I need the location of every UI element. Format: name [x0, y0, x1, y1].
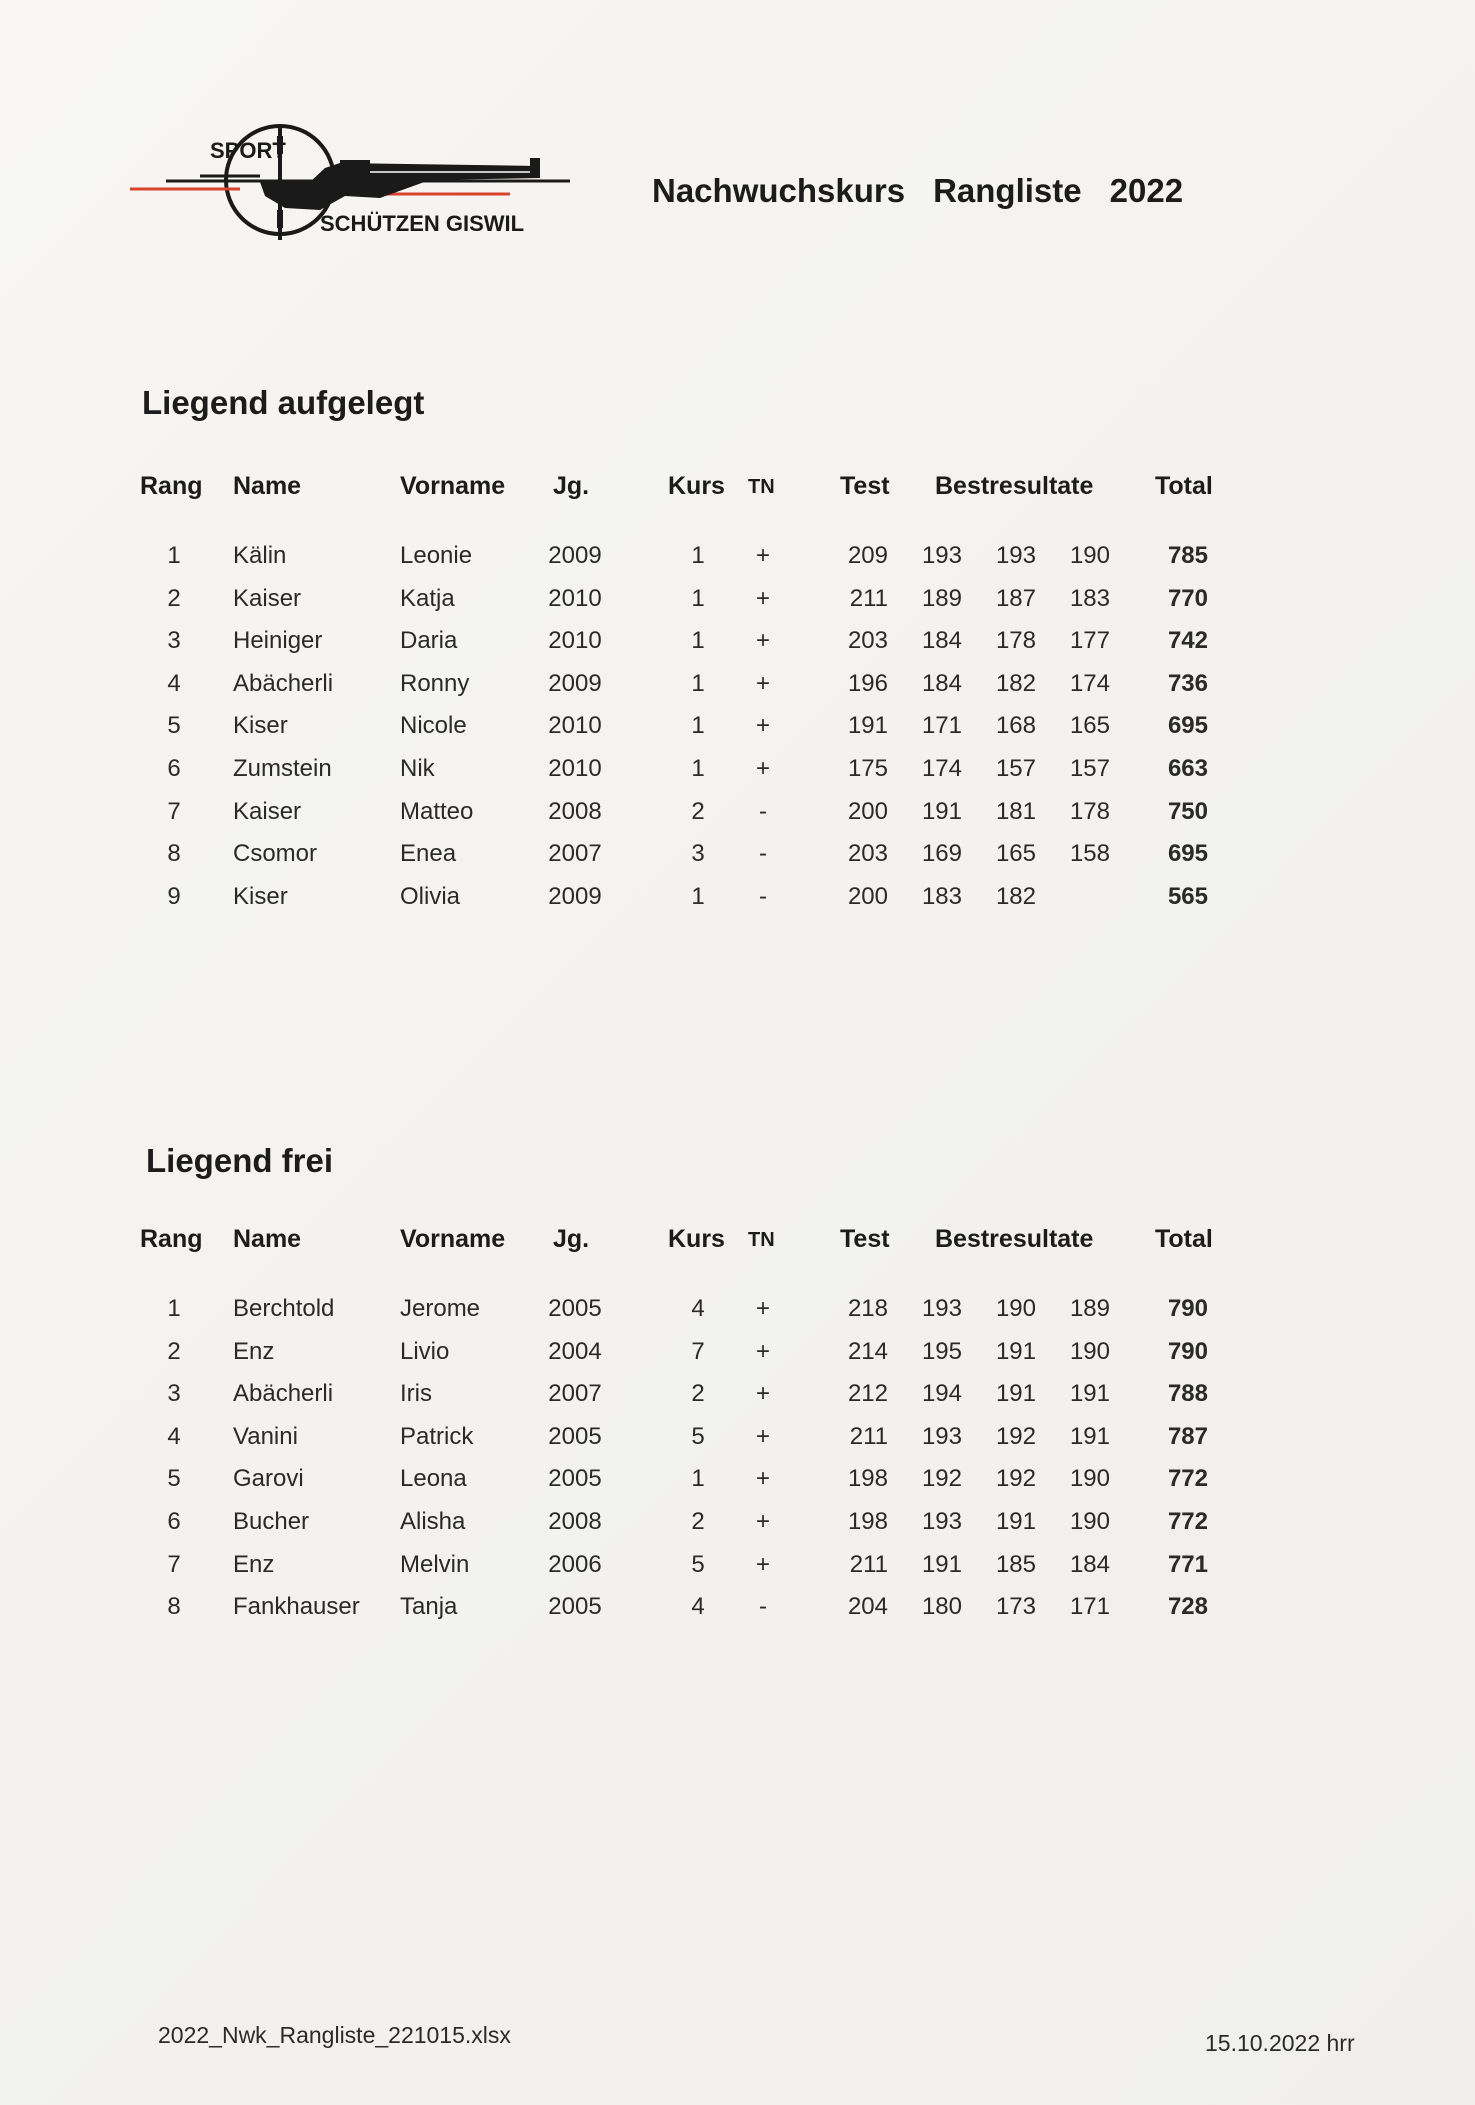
cell-rang: 4	[167, 1422, 181, 1450]
cell-tn: +	[755, 627, 770, 655]
cell-tn: +	[755, 542, 770, 569]
cell-vorname: Daria	[400, 627, 458, 655]
cell-jg: 2010	[548, 627, 602, 655]
cell-best-result: 184	[921, 627, 962, 655]
cell-jg: 2008	[548, 797, 602, 825]
cell-best-result: 193	[995, 542, 1036, 569]
cell-kurs: 2	[691, 797, 705, 825]
cell-vorname: Livio	[400, 1337, 450, 1365]
cell-best-result: 174	[1069, 669, 1110, 697]
cell-jg: 2005	[548, 1295, 602, 1322]
cell-tn: -	[759, 882, 767, 910]
column-header-kurs: Kurs	[668, 472, 725, 500]
cell-kurs: 5	[691, 1422, 705, 1450]
cell-name: Heiniger	[233, 627, 323, 655]
cell-best-result: 195	[921, 1337, 962, 1365]
cell-name: Kälin	[233, 542, 287, 569]
column-header-kurs: Kurs	[668, 1225, 725, 1253]
cell-total: 772	[1167, 1465, 1208, 1493]
cell-rang: 5	[167, 1465, 181, 1493]
cell-best-result: 178	[1069, 797, 1110, 825]
column-header-test: Test	[840, 472, 890, 500]
cell-jg: 2005	[548, 1465, 602, 1493]
cell-total: 728	[1167, 1593, 1208, 1621]
cell-kurs: 1	[691, 755, 705, 782]
column-header-test: Test	[840, 1225, 890, 1253]
cell-best-result: 193	[921, 1422, 962, 1450]
cell-name: Kaiser	[233, 797, 302, 825]
cell-jg: 2004	[548, 1337, 602, 1365]
cell-rang: 2	[167, 1337, 181, 1365]
cell-best-result: 171	[1069, 1593, 1110, 1621]
cell-jg: 2006	[548, 1550, 602, 1578]
footer-filename: 2022_Nwk_Rangliste_221015.xlsx	[158, 2022, 511, 2048]
cell-vorname: Olivia	[400, 882, 461, 910]
cell-total: 695	[1167, 712, 1208, 740]
section-title: Liegend frei	[146, 1142, 334, 1179]
column-header-vorname: Vorname	[400, 472, 506, 500]
cell-tn: +	[755, 1295, 770, 1322]
cell-rang: 3	[167, 627, 181, 655]
cell-name: Csomor	[233, 840, 318, 868]
cell-test: 196	[847, 669, 888, 697]
cell-rang: 6	[167, 1508, 181, 1535]
cell-vorname: Enea	[400, 840, 457, 868]
cell-total: 663	[1167, 755, 1208, 782]
cell-total: 770	[1167, 584, 1208, 612]
cell-vorname: Jerome	[400, 1295, 481, 1322]
cell-vorname: Leona	[400, 1465, 467, 1493]
cell-rang: 9	[167, 882, 181, 910]
cell-vorname: Iris	[400, 1380, 432, 1408]
cell-name: Vanini	[233, 1422, 298, 1450]
page-title	[652, 172, 1183, 210]
cell-best-result: 183	[921, 882, 962, 910]
cell-kurs: 2	[691, 1508, 705, 1535]
cell-vorname: Melvin	[400, 1550, 470, 1578]
cell-jg: 2010	[548, 755, 602, 782]
cell-vorname: Alisha	[400, 1508, 466, 1535]
cell-kurs: 1	[691, 1465, 705, 1493]
cell-best-result: 191	[1069, 1422, 1110, 1450]
cell-total: 742	[1167, 627, 1208, 655]
cell-name: Enz	[233, 1550, 275, 1578]
cell-jg: 2010	[548, 712, 602, 740]
cell-name: Zumstein	[233, 755, 332, 782]
column-header-total: Total	[1155, 1225, 1213, 1253]
footer-date: 15.10.2022 hrr	[1205, 2030, 1355, 2056]
cell-test: 212	[847, 1380, 888, 1408]
cell-vorname: Nicole	[400, 712, 467, 740]
column-header-bestresultate: Bestresultate	[935, 472, 1094, 500]
title-course: Nachwuchskurs	[652, 172, 906, 209]
cell-kurs: 2	[691, 1380, 705, 1408]
cell-best-result: 184	[1069, 1550, 1110, 1578]
cell-best-result: 178	[995, 627, 1036, 655]
cell-tn: +	[755, 584, 770, 612]
cell-name: Fankhauser	[233, 1593, 360, 1621]
cell-kurs: 1	[691, 882, 705, 910]
cell-jg: 2005	[548, 1422, 602, 1450]
cell-best-result: 157	[1069, 755, 1110, 782]
title-ranking: Rangliste	[933, 172, 1082, 209]
cell-name: Abächerli	[233, 669, 334, 697]
cell-best-result: 189	[1069, 1295, 1110, 1322]
cell-rang: 7	[167, 797, 181, 825]
cell-total: 787	[1167, 1422, 1208, 1450]
cell-name: Kaiser	[233, 584, 302, 612]
column-header-vorname: Vorname	[400, 1225, 506, 1253]
cell-jg: 2007	[548, 840, 602, 868]
cell-test: 175	[847, 755, 888, 782]
cell-test: 203	[847, 840, 888, 868]
cell-best-result: 193	[921, 1295, 962, 1322]
cell-vorname: Matteo	[400, 797, 474, 825]
cell-best-result: 190	[1069, 1508, 1110, 1535]
cell-best-result: 171	[921, 712, 962, 740]
cell-kurs: 1	[691, 712, 705, 740]
cell-jg: 2005	[548, 1593, 602, 1621]
cell-best-result: 191	[995, 1508, 1036, 1535]
cell-best-result: 190	[995, 1295, 1036, 1322]
cell-best-result: 182	[995, 669, 1036, 697]
cell-best-result: 181	[995, 797, 1036, 825]
cell-best-result: 194	[921, 1380, 962, 1408]
cell-kurs: 1	[691, 584, 705, 612]
cell-vorname: Katja	[400, 584, 455, 612]
cell-tn: +	[755, 1550, 770, 1578]
cell-tn: +	[755, 1422, 770, 1450]
cell-rang: 2	[167, 584, 181, 612]
cell-best-result: 177	[1069, 627, 1110, 655]
cell-tn: -	[759, 1593, 767, 1621]
cell-total: 790	[1167, 1337, 1208, 1365]
cell-vorname: Tanja	[400, 1593, 458, 1621]
cell-test: 191	[847, 712, 888, 740]
cell-name: Enz	[233, 1337, 275, 1365]
cell-best-result: 169	[921, 840, 962, 868]
column-header-name: Name	[233, 472, 302, 500]
cell-total: 785	[1167, 542, 1208, 569]
cell-test: 218	[847, 1295, 888, 1322]
cell-best-result: 193	[921, 1508, 962, 1535]
cell-test: 214	[847, 1337, 888, 1365]
cell-name: Bucher	[233, 1508, 310, 1535]
cell-test: 211	[849, 584, 888, 612]
cell-kurs: 3	[691, 840, 705, 868]
cell-best-result: 157	[995, 755, 1036, 782]
cell-best-result: 190	[1069, 542, 1110, 569]
cell-best-result: 191	[995, 1337, 1036, 1365]
cell-kurs: 1	[691, 669, 705, 697]
cell-name: Garovi	[233, 1465, 304, 1493]
cell-best-result: 184	[921, 669, 962, 697]
cell-kurs: 7	[691, 1337, 705, 1365]
cell-best-result: 190	[1069, 1465, 1110, 1493]
cell-best-result: 190	[1069, 1337, 1110, 1365]
cell-name: Berchtold	[233, 1295, 335, 1322]
cell-best-result: 185	[995, 1550, 1036, 1578]
cell-best-result: 189	[921, 584, 962, 612]
logo-top-text: SPORT	[210, 138, 286, 163]
cell-rang: 8	[167, 1593, 181, 1621]
cell-best-result: 192	[995, 1422, 1036, 1450]
cell-rang: 4	[167, 669, 181, 697]
cell-jg: 2009	[548, 542, 602, 569]
cell-best-result: 174	[921, 755, 962, 782]
column-header-tn: TN	[748, 1229, 775, 1251]
cell-jg: 2009	[548, 669, 602, 697]
cell-tn: +	[755, 669, 770, 697]
cell-kurs: 1	[691, 627, 705, 655]
cell-tn: -	[759, 797, 767, 825]
cell-vorname: Ronny	[400, 669, 470, 697]
cell-jg: 2009	[548, 882, 602, 910]
cell-test: 211	[849, 1550, 888, 1578]
cell-best-result: 191	[921, 1550, 962, 1578]
cell-best-result: 165	[995, 840, 1036, 868]
cell-jg: 2010	[548, 584, 602, 612]
club-logo	[130, 118, 570, 248]
logo-bottom-text: SCHÜTZEN GISWIL	[320, 211, 525, 236]
cell-kurs: 4	[691, 1295, 705, 1322]
cell-total: 695	[1167, 840, 1208, 868]
cell-tn: +	[755, 712, 770, 740]
cell-total: 736	[1167, 669, 1208, 697]
cell-best-result: 182	[995, 882, 1036, 910]
cell-test: 204	[847, 1593, 888, 1621]
cell-test: 200	[847, 797, 888, 825]
column-header-rang: Rang	[140, 1225, 203, 1253]
cell-total: 790	[1167, 1295, 1208, 1322]
cell-best-result: 191	[995, 1380, 1036, 1408]
cell-best-result: 191	[921, 797, 962, 825]
cell-best-result: 165	[1069, 712, 1110, 740]
cell-vorname: Patrick	[400, 1422, 474, 1450]
title-year: 2022	[1109, 172, 1184, 209]
cell-test: 198	[847, 1465, 888, 1493]
cell-tn: +	[755, 1380, 770, 1408]
cell-best-result: 168	[995, 712, 1036, 740]
cell-rang: 1	[167, 1295, 181, 1322]
cell-rang: 6	[167, 755, 181, 782]
cell-best-result: 187	[995, 584, 1036, 612]
cell-total: 788	[1167, 1380, 1208, 1408]
cell-name: Kiser	[233, 882, 288, 910]
cell-rang: 7	[167, 1550, 181, 1578]
column-header-jg: Jg.	[553, 472, 590, 500]
cell-tn: +	[755, 1337, 770, 1365]
cell-name: Abächerli	[233, 1380, 334, 1408]
cell-best-result: 158	[1069, 840, 1110, 868]
cell-tn: +	[755, 1508, 770, 1535]
cell-kurs: 5	[691, 1550, 705, 1578]
column-header-total: Total	[1155, 472, 1213, 500]
cell-rang: 1	[167, 542, 181, 569]
cell-total: 565	[1167, 882, 1208, 910]
cell-vorname: Nik	[400, 755, 435, 782]
cell-total: 772	[1167, 1508, 1208, 1535]
section-title: Liegend aufgelegt	[142, 384, 425, 421]
cell-kurs: 1	[691, 542, 705, 569]
cell-best-result: 192	[995, 1465, 1036, 1493]
cell-name: Kiser	[233, 712, 288, 740]
cell-best-result: 183	[1069, 584, 1110, 612]
cell-rang: 3	[167, 1380, 181, 1408]
cell-tn: +	[755, 755, 770, 782]
column-header-name: Name	[233, 1225, 302, 1253]
column-header-tn: TN	[748, 476, 775, 498]
cell-test: 198	[847, 1508, 888, 1535]
cell-best-result: 192	[921, 1465, 962, 1493]
cell-best-result: 191	[1069, 1380, 1110, 1408]
column-header-jg: Jg.	[553, 1225, 590, 1253]
cell-best-result: 180	[921, 1593, 962, 1621]
cell-jg: 2008	[548, 1508, 602, 1535]
cell-total: 750	[1167, 797, 1208, 825]
cell-test: 200	[847, 882, 888, 910]
column-header-rang: Rang	[140, 472, 203, 500]
cell-best-result: 193	[921, 542, 962, 569]
cell-jg: 2007	[548, 1380, 602, 1408]
cell-kurs: 4	[691, 1593, 705, 1621]
cell-best-result: 173	[995, 1593, 1036, 1621]
column-header-bestresultate: Bestresultate	[935, 1225, 1094, 1253]
cell-tn: -	[759, 840, 767, 868]
cell-test: 211	[849, 1422, 888, 1450]
cell-total: 771	[1167, 1550, 1208, 1578]
cell-test: 209	[847, 542, 888, 569]
cell-rang: 8	[167, 840, 181, 868]
cell-rang: 5	[167, 712, 181, 740]
cell-test: 203	[847, 627, 888, 655]
cell-tn: +	[755, 1465, 770, 1493]
cell-vorname: Leonie	[400, 542, 473, 569]
